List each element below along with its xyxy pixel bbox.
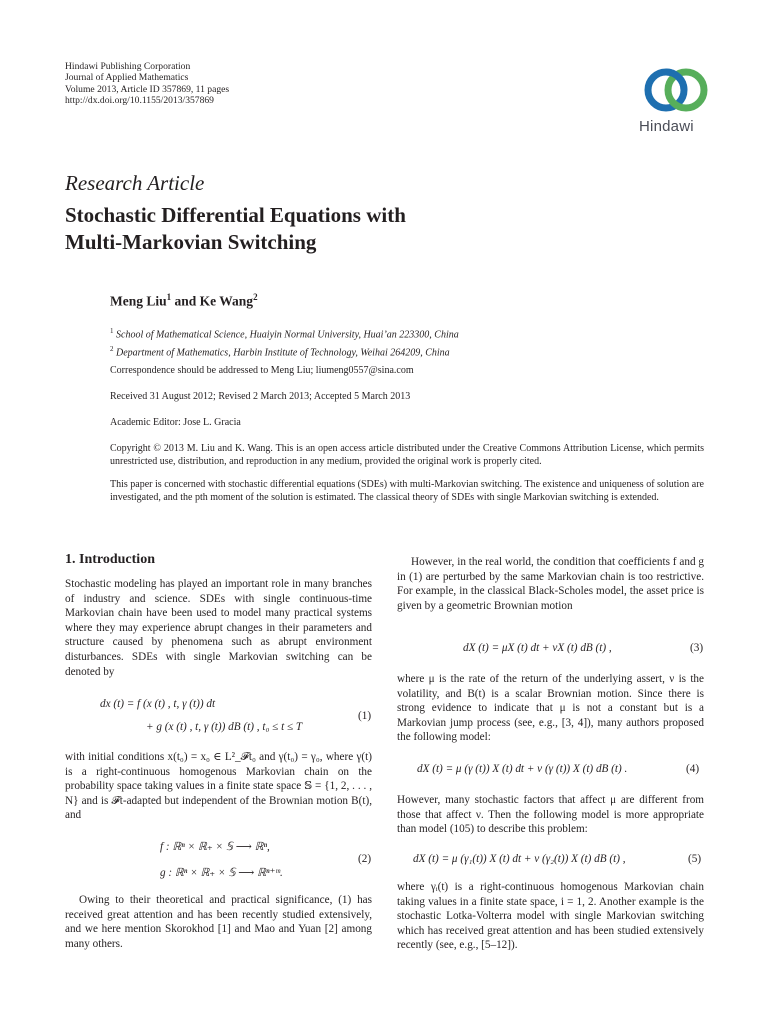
right-paragraph-3: However, many stochastic factors that affect μ are different from those that affect ν. Then the following model is more appropriate than model (105) to describe this problem:: [397, 794, 704, 836]
dates: Received 31 August 2012; Revised 2 March 2013; Accepted 5 March 2013: [110, 391, 411, 402]
equation-2-number: (2): [358, 853, 372, 865]
hindawi-rings-icon: [636, 64, 718, 116]
journal-header: [65, 61, 229, 106]
equation-1-number: (1): [358, 710, 372, 722]
article-type: Research Article: [65, 171, 205, 195]
equation-4: dX (t) = μ (γ (t)) X (t) dt + ν (γ (t)) X (t) dB (t) .: [417, 763, 628, 775]
equation-2-line-1: f : ℝⁿ × ℝ₊ × 𝕊 ⟶ ℝⁿ,: [160, 841, 270, 853]
affiliation-1-text: School of Mathematical Science, Huaiyin Normal University, Huai’an 223300, China: [116, 329, 459, 341]
author-1: Meng Liu: [110, 293, 167, 309]
equation-2-line-2: g : ℝⁿ × ℝ₊ × 𝕊 ⟶ ℝⁿ⁺ᵐ.: [160, 867, 283, 879]
right-paragraph-1: However, in the real world, the condition that coefficients f and g in (1) are perturbed by the same Markovian chain is too restrictive. For example, in the classical Black-Scholes model, the asset price is given by a geometric Brownian motion: [397, 556, 704, 612]
equation-5: dX (t) = μ (γ₁(t)) X (t) dt + ν (γ₂(t)) X (t) dB (t) ,: [413, 853, 626, 865]
title-line-2: Multi-Markovian Switching: [65, 230, 317, 254]
section-heading: 1. Introduction: [65, 552, 155, 567]
abstract: This paper is concerned with stochastic differential equations (SDEs) with multi-Markovian switching. The existence and uniqueness of solution are investigated, and the pth moment of the solution is estimated. The classical theory of SDEs with single Markovian switching is extended.: [110, 479, 704, 503]
volume-line: Volume 2013, Article ID 357869, 11 pages: [65, 83, 230, 95]
right-paragraph-4: where γᵢ(t) is a right-continuous homogenous Markovian chain taking values in a finite state space, i = 1, 2. Another example is the stochastic Lotka-Volterra model with single Markovian switching which has received great attention and has been studied extensively recently (see, e.g., [5–12]).: [397, 881, 704, 952]
left-paragraph-1: Stochastic modeling has played an important role in many branches of industry and science. SDEs with single continuous-time Markovian chain have been used to model many practical systems where they may experience abrupt changes in their parameters and structure caused by phenomena such as abrupt environment disturbances. SDEs with single Markovian switching can be denoted by: [65, 578, 372, 678]
title-line-1: Stochastic Differential Equations with: [65, 203, 406, 227]
affiliation-1-marker: 1: [110, 327, 114, 335]
publisher-line: Hindawi Publishing Corporation: [65, 61, 191, 72]
author-2-affil: 2: [253, 292, 258, 302]
journal-name: Journal of Applied Mathematics: [65, 72, 189, 84]
correspondence: Correspondence should be addressed to Meng Liu; liumeng0557@sina.com: [110, 365, 414, 376]
copyright-notice: Copyright © 2013 M. Liu and K. Wang. This is an open access article distributed under the Creative Commons Attribution License, which permits unrestricted use, distribution, and reproduction in any medium, provided the original work is properly cited.: [110, 443, 704, 467]
equation-4-number: (4): [686, 763, 700, 775]
academic-editor: Academic Editor: Jose L. Gracia: [110, 417, 241, 428]
author-1-affil: 1: [166, 292, 172, 302]
affiliation-2-text: Department of Mathematics, Harbin Institute of Technology, Weihai 264209, China: [116, 347, 450, 359]
affiliation-2-marker: 2: [110, 345, 114, 354]
left-paragraph-2: with initial conditions x(t₀) = x₀ ∈ L²_𝓕t₀ and γ(t₀) = γ₀, where γ(t) is a right-continuous homogenous Markovian chain on the probability space taking values in a finite state space 𝕊 = {1, 2, . . . , N} and is 𝓕t-adapted but independent of the Brownian motion B(t), and: [65, 751, 372, 822]
hindawi-wordmark: Hindawi: [639, 118, 694, 135]
right-paragraph-2: where μ is the rate of the return of the underlying assert, ν is the volatility, and B(t) is a scalar Brownian motion. Since there is strong evidence to indicate that μ is not a constant but is a Markovian jump process (see, e.g., [3, 4]), many authors proposed the following model:: [397, 673, 704, 744]
equation-3-number: (3): [690, 642, 704, 654]
paper-title: [65, 202, 705, 256]
author-list: [110, 292, 258, 310]
hindawi-logo: [636, 64, 718, 135]
author-conjunction: and: [171, 293, 200, 309]
doi-link[interactable]: http://dx.doi.org/10.1155/2013/357869: [65, 94, 214, 106]
affiliation-2: [110, 342, 459, 360]
equation-5-number: (5): [688, 853, 702, 865]
affiliations: [110, 324, 459, 361]
affiliation-1: [110, 324, 459, 342]
equation-1-line-2: + g (x (t) , t, γ (t)) dB (t) , t₀ ≤ t ≤ T: [146, 721, 303, 733]
author-2: Ke Wang: [199, 293, 254, 309]
equation-1-line-1: dx (t) = f (x (t) , t, γ (t)) dt: [100, 698, 216, 710]
equation-3: dX (t) = μX (t) dt + νX (t) dB (t) ,: [463, 642, 612, 654]
left-paragraph-3: Owing to their theoretical and practical significance, (1) has received great attention and has been recently studied extensively, and we here mention Skorokhod [1] and Mao and Yuan [2] among many others.: [65, 894, 372, 950]
